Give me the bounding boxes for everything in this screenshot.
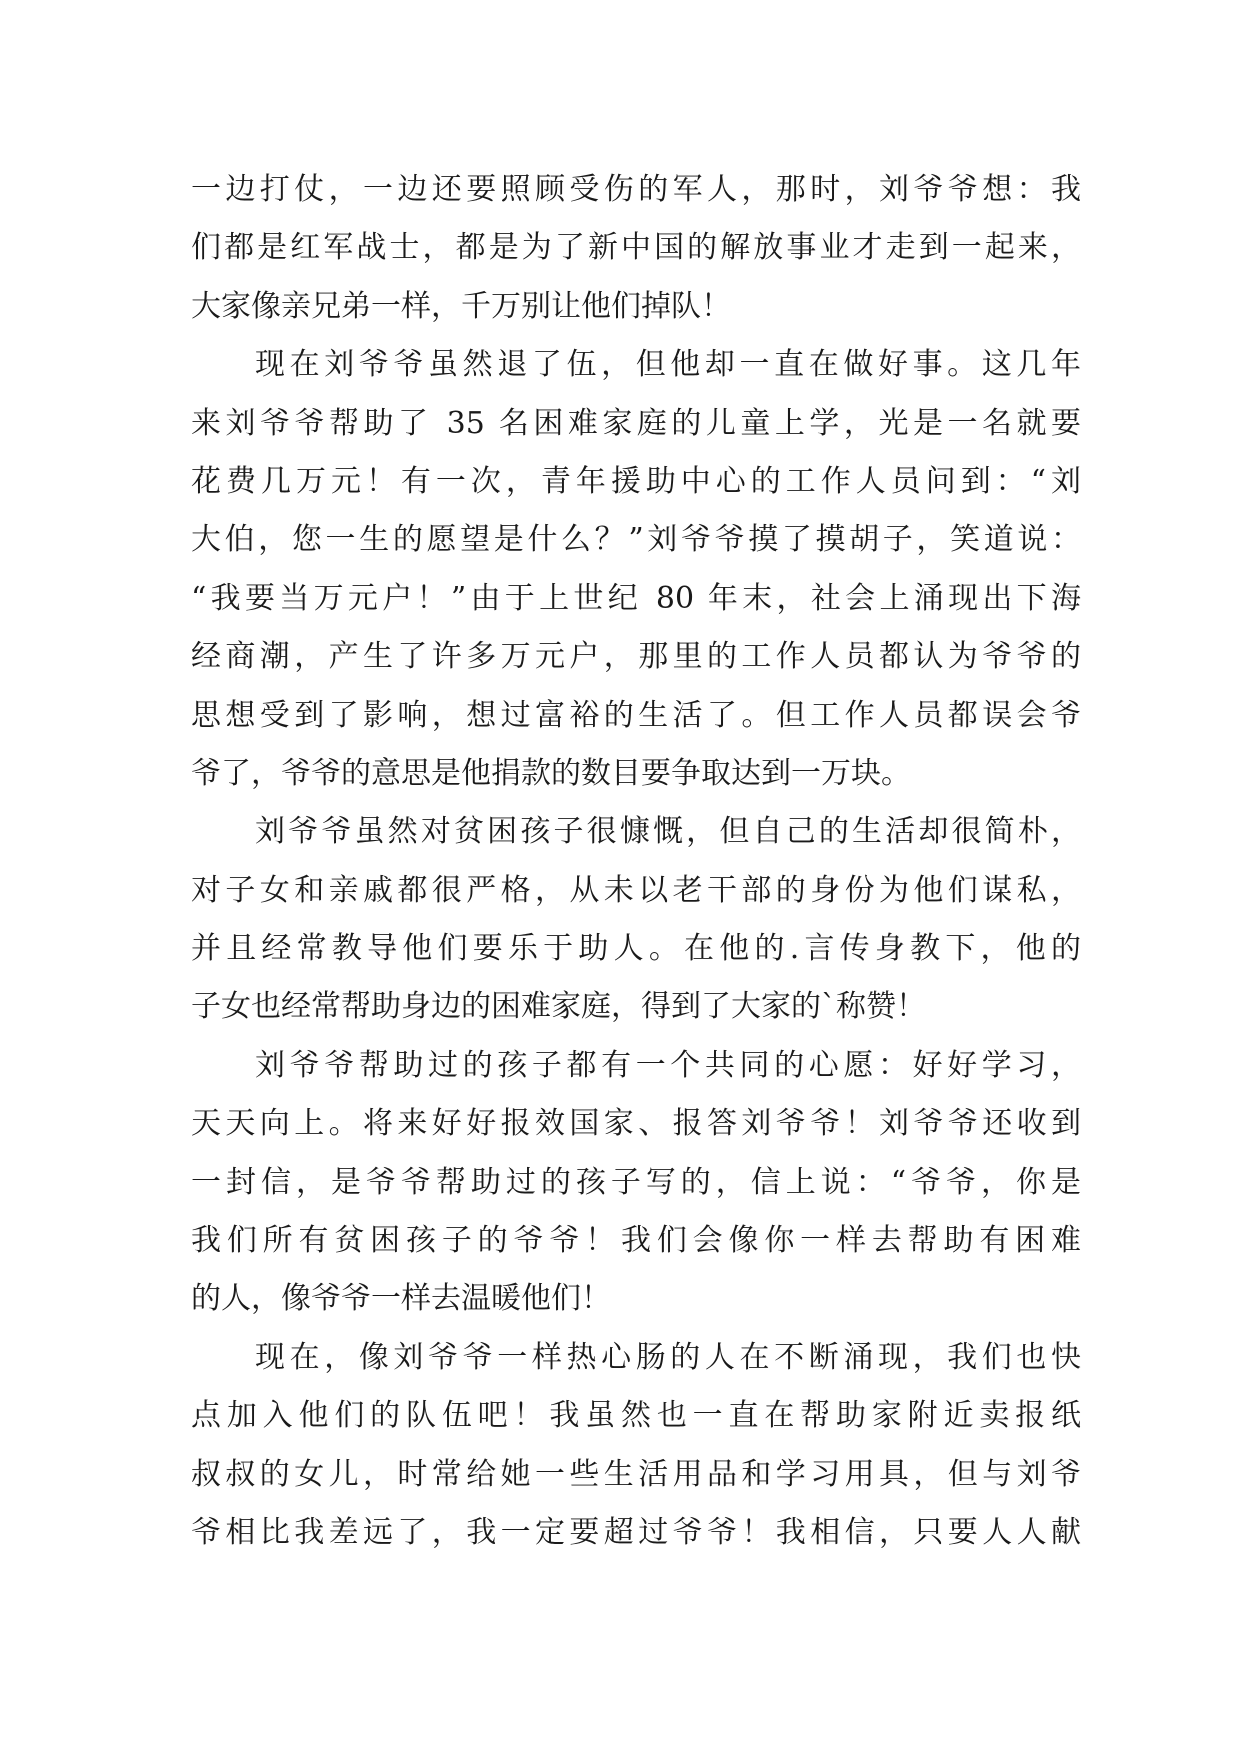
text-line: 我们所有贫困孩子的爷爷！我们会像你一样去帮助有困难 — [191, 1223, 1081, 1259]
paragraph — [191, 1037, 1081, 1329]
text-line: 现在刘爷爷虽然退了伍，但他却一直在做好事。这几年 — [255, 347, 1081, 383]
text-line: 来刘爷爷帮助了 35 名困难家庭的儿童上学，光是一名就要 — [191, 405, 1081, 441]
document-body — [191, 161, 1081, 1562]
text-line: 爷了，爷爷的意思是他捐款的数目要争取达到一万块。 — [191, 755, 911, 791]
text-line: 现在，像刘爷爷一样热心肠的人在不断涌现，我们也快 — [255, 1339, 1081, 1375]
text-line: 经商潮，产生了许多万元户，那里的工作人员都认为爷爷的 — [191, 639, 1081, 675]
text-line: 花费几万元！有一次，青年援助中心的工作人员问到：“刘 — [191, 463, 1081, 499]
paragraph — [191, 1329, 1081, 1563]
text-line: 爷相比我差远了，我一定要超过爷爷！我相信，只要人人献 — [191, 1514, 1081, 1550]
paragraph — [191, 336, 1081, 803]
text-line: 们都是红军战士，都是为了新中国的解放事业才走到一起来， — [191, 230, 1081, 266]
text-line: 刘爷爷帮助过的孩子都有一个共同的心愿：好好学习， — [255, 1047, 1081, 1083]
text-line: 大家像亲兄弟一样，千万别让他们掉队！ — [191, 288, 731, 324]
text-line: “我要当万元户！”由于上世纪 80 年末，社会上涌现出下海 — [191, 580, 1081, 616]
text-line: 天天向上。将来好好报效国家、报答刘爷爷！刘爷爷还收到 — [191, 1106, 1081, 1142]
text-line: 思想受到了影响，想过富裕的生活了。但工作人员都误会爷 — [191, 697, 1081, 733]
text-line: 刘爷爷虽然对贫困孩子很慷慨，但自己的生活却很简朴， — [255, 814, 1081, 850]
text-line: 子女也经常帮助身边的困难家庭，得到了大家的`称赞！ — [191, 989, 926, 1025]
text-line: 一边打仗，一边还要照顾受伤的军人，那时，刘爷爷想：我 — [191, 172, 1081, 207]
text-line: 一封信，是爷爷帮助过的孩子写的，信上说：“爷爷，你是 — [191, 1164, 1081, 1200]
paragraph — [191, 803, 1081, 1037]
text-line: 对子女和亲戚都很严格，从未以老干部的身份为他们谋私， — [191, 872, 1081, 908]
paragraph — [191, 161, 1081, 336]
text-line: 点加入他们的队伍吧！我虽然也一直在帮助家附近卖报纸 — [191, 1398, 1081, 1434]
text-line: 并且经常教导他们要乐于助人。在他的.言传身教下，他的 — [191, 931, 1081, 967]
text-line: 叔叔的女儿，时常给她一些生活用品和学习用具，但与刘爷 — [191, 1456, 1081, 1492]
text-line: 大伯，您一生的愿望是什么？”刘爷爷摸了摸胡子，笑道说： — [191, 522, 1081, 558]
text-line: 的人，像爷爷一样去温暖他们！ — [191, 1281, 611, 1317]
